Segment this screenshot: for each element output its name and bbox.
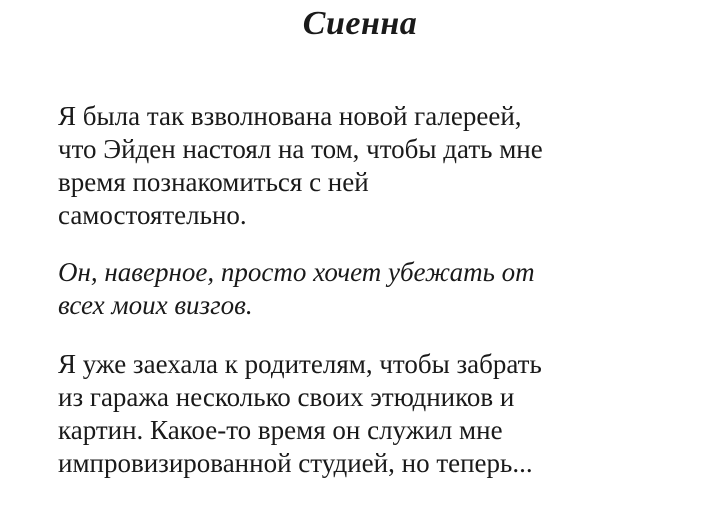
text-line: всех моих визгов. (58, 290, 253, 320)
text-line: Я была так взволнована новой галереей, (58, 101, 522, 131)
italic-paragraph (58, 256, 698, 322)
text-line: импровизированной студией, но теперь... (58, 448, 533, 478)
chapter-title: Сиенна (302, 5, 418, 42)
paragraph (58, 348, 698, 480)
text-line: самостоятельно. (58, 200, 247, 230)
text-line: из гаража несколько своих этюдников и (58, 382, 515, 412)
text-line: что Эйден настоял на том, чтобы дать мне (58, 134, 543, 164)
text-line: время познакомиться с ней (58, 167, 369, 197)
text-line: Я уже заехала к родителям, чтобы забрать (58, 349, 542, 379)
text-line: Он, наверное, просто хочет убежать от (58, 257, 535, 287)
document-body (58, 100, 698, 480)
text-line: картин. Какое-то время он служил мне (58, 415, 503, 445)
paragraph (58, 100, 698, 232)
